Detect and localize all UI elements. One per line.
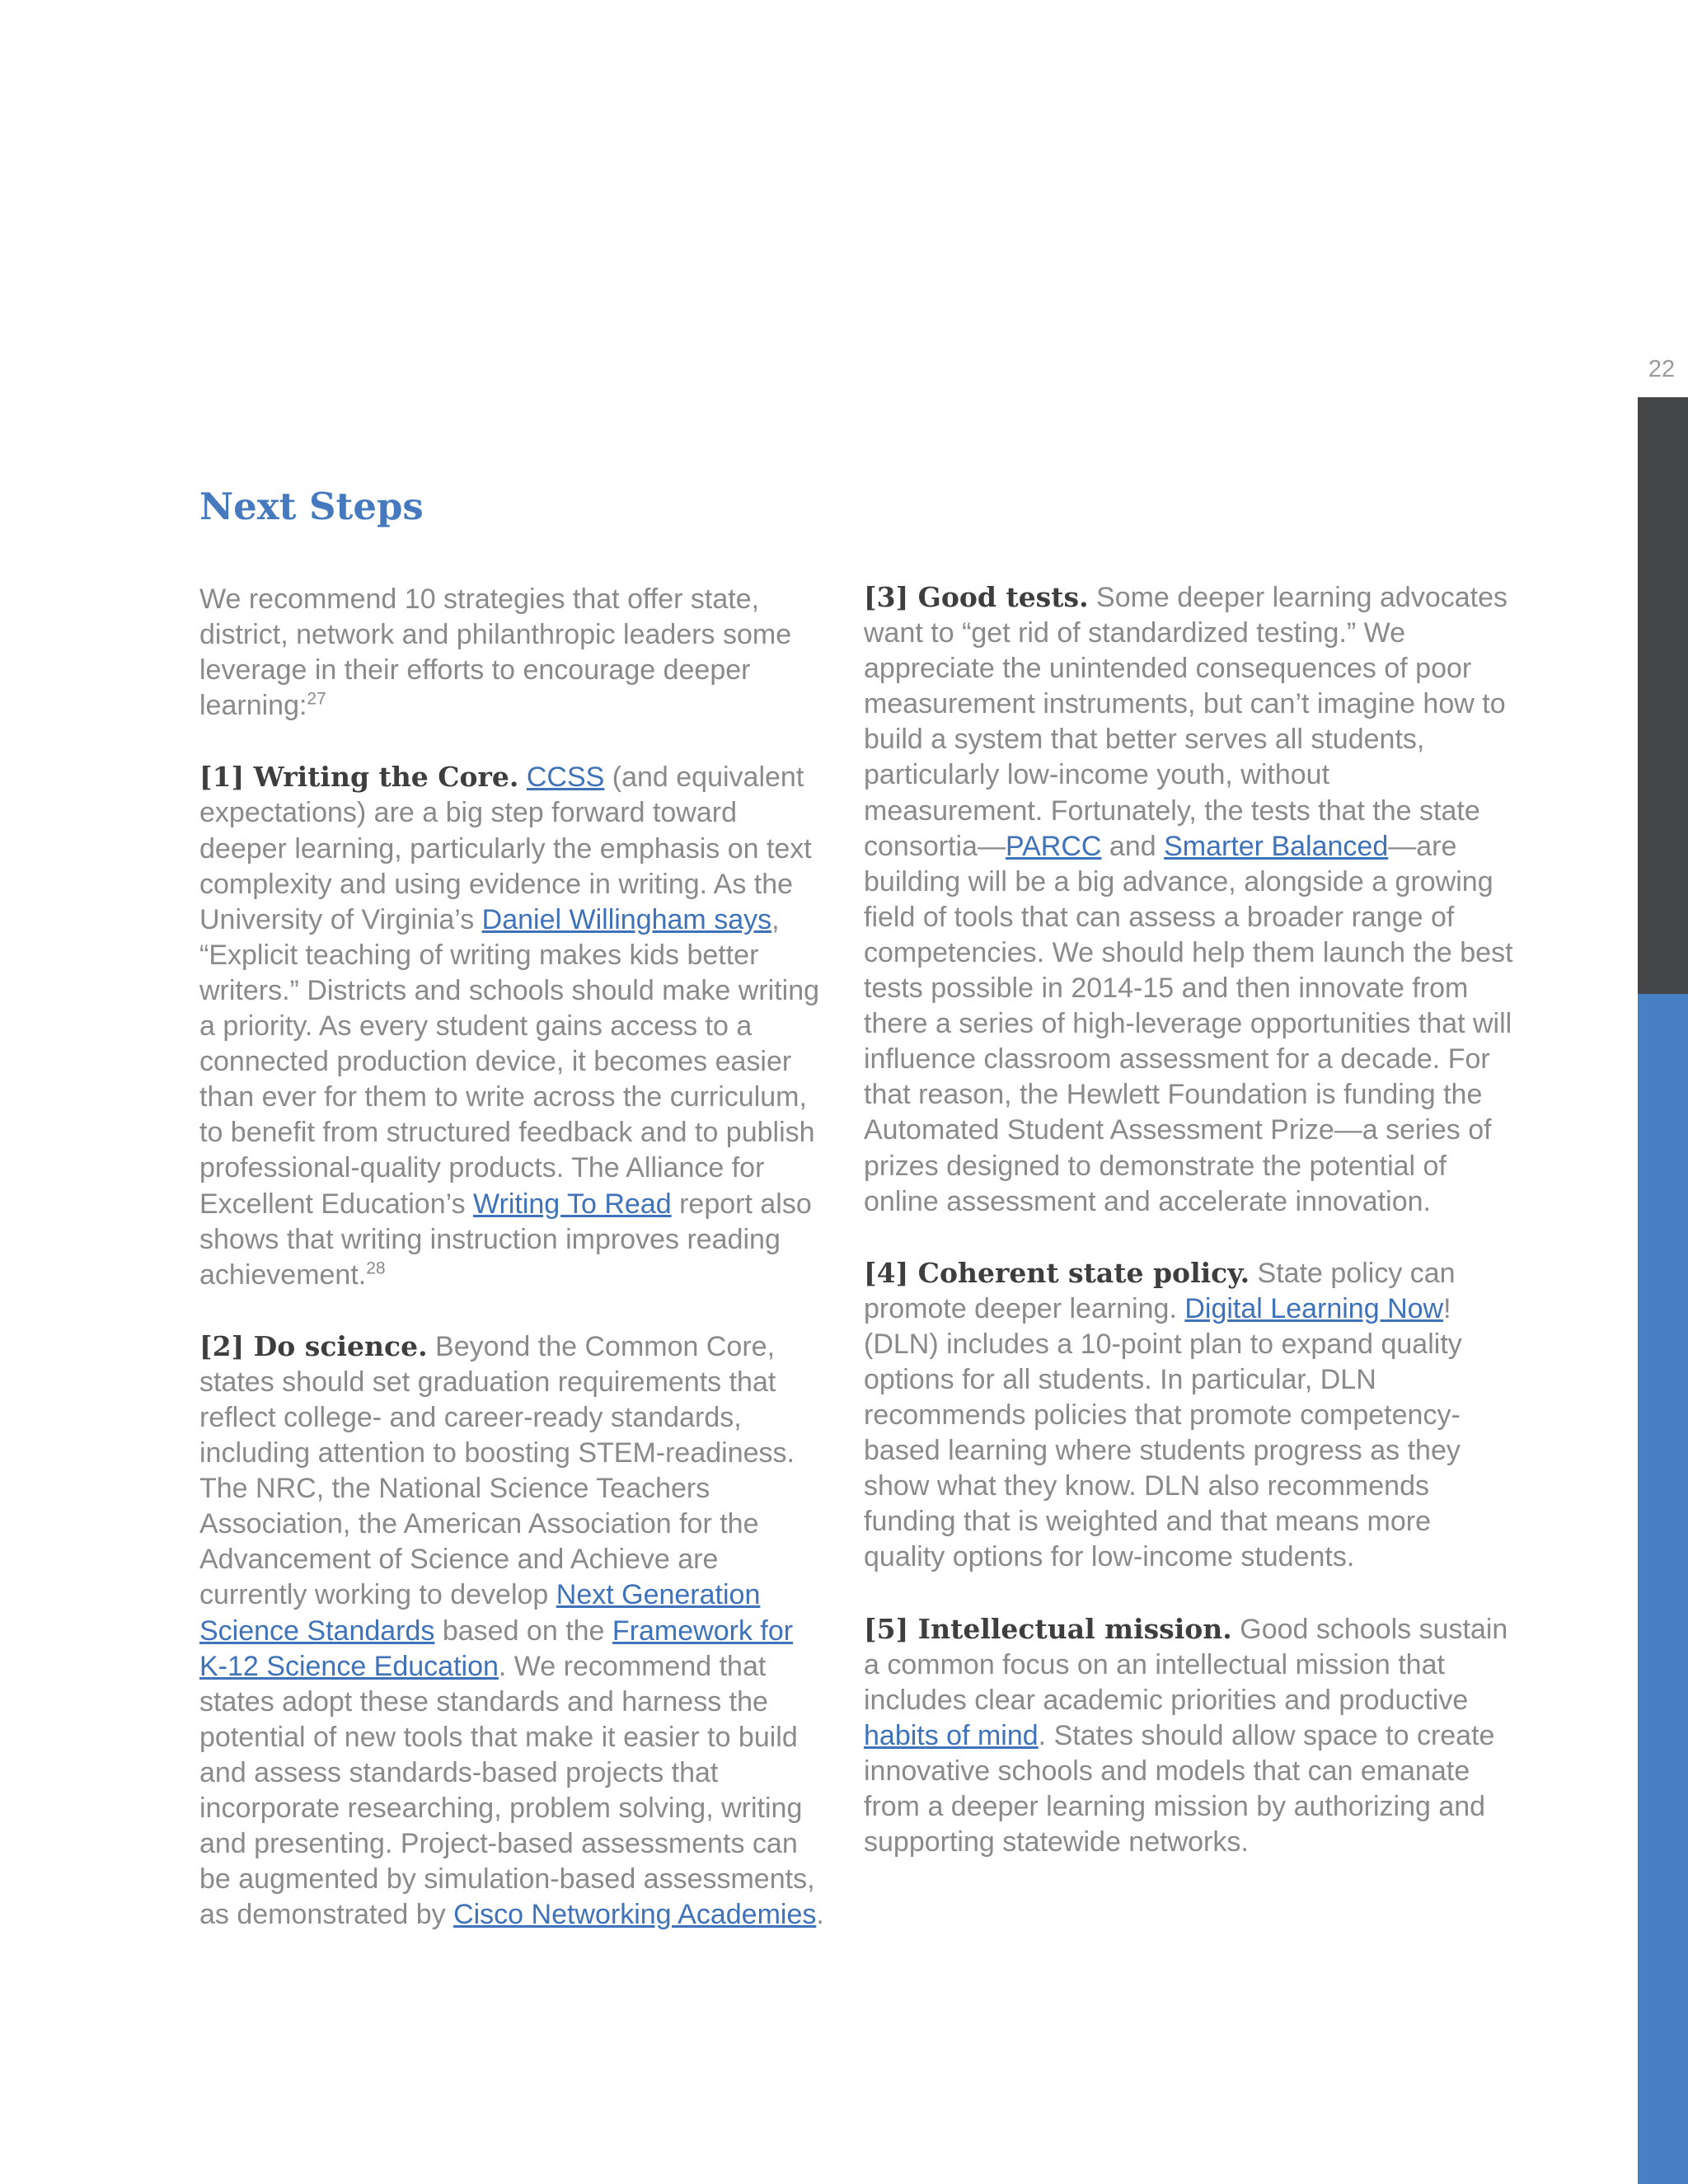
daniel-willingham-link[interactable]: Daniel Willingham says [481, 903, 772, 935]
sidebar-accent-blue [1638, 994, 1688, 2184]
right-column [864, 579, 1515, 1896]
page-number: 22 [1648, 356, 1676, 382]
strategy-5-text-a: Good schools sustain a common focus on an intellectual mission that includes clear academic priorities and productive [864, 1613, 1508, 1716]
smarter-balanced-link[interactable]: Smarter Balanced [1164, 830, 1389, 862]
strategy-5-text-b: . States should allow space to create innovative schools and models that can emanate from a deeper learning mission by authorizing and supporting statewide networks. [864, 1719, 1495, 1858]
parcc-link[interactable]: PARCC [1005, 830, 1102, 862]
framework-k12-science-link[interactable]: Framework for K-12 Science Education [199, 1615, 794, 1682]
cisco-networking-academies-link[interactable]: Cisco Networking Academies [453, 1899, 817, 1931]
writing-to-read-link[interactable]: Writing To Read [473, 1188, 672, 1220]
intro-text: We recommend 10 strategies that offer state, district, network and philanthropic leaders some leverage in their efforts to encourage deeper learning: [199, 583, 792, 722]
strategy-1-heading: [1] Writing the Core. [199, 761, 519, 794]
strategy-3-paragraph [864, 579, 1515, 1220]
footnote-28[interactable]: 28 [366, 1258, 386, 1278]
strategy-3-text-a: Some deeper learning advocates want to “get rid of standardized testing.” We appreciate the unintended consequences of poor measurement instruments, but can’t imagine how to build a system that better serves all students, particularly low-income youth, without measurement. Fortunately, the tests that the state consortia— [864, 582, 1508, 862]
strategy-2-text-d: . [816, 1899, 824, 1931]
strategy-4-heading: [4] Coherent state policy. [864, 1256, 1250, 1289]
strategy-2-paragraph [199, 1329, 826, 1933]
strategy-4-paragraph [864, 1255, 1515, 1576]
left-column [199, 582, 826, 1968]
next-generation-science-standards-link[interactable]: Next Generation Science Standards [199, 1579, 761, 1647]
strategy-1-paragraph [199, 759, 826, 1292]
strategy-3-text-b: and [1101, 830, 1165, 862]
strategy-3-heading: [3] Good tests. [864, 581, 1089, 613]
ccss-link[interactable]: CCSS [526, 762, 605, 794]
strategy-1-text-c: report also shows that writing instruction improves reading achievement. [199, 1188, 812, 1291]
strategy-4-text-a: State policy can promote deeper learning. [864, 1257, 1456, 1324]
strategy-3-text-c: —are building will be a big advance, alongside a growing field of tools that can assess a broader range of competencies. We should help them launch the best tests possible in 2014-15 and then innovate from there a series of high-leverage opportunities that will influence classroom assessment for a decade. For that reason, the Hewlett Foundation is funding the Automated Student Assessment Prize—a series of prizes designed to demonstrate the potential of online assessment and accelerate innovation. [864, 830, 1513, 1217]
strategy-1-text-b: , “Explicit teaching of writing makes kids better writers.” Districts and schools should make writing a priority. As every student gains access to a connected production device, it becomes easier than ever for them to write across the curriculum, to benefit from structured feedback and to publish professional-quality products. The Alliance for Excellent Education’s [199, 903, 820, 1220]
footnote-27[interactable]: 27 [307, 689, 326, 709]
page-title: Next Steps [199, 485, 424, 528]
strategy-2-text-b: based on the [434, 1615, 612, 1647]
strategy-2-text-c: . We recommend that states adopt these standards and harness the potential of new tools that make it easier to build and assess standards-based projects that incorporate researching, problem solving, writing and presenting. Project-based assessments can be augmented by simulation-based assessments, as demonstrated by [199, 1650, 815, 1931]
strategy-2-heading: [2] Do science. [199, 1329, 428, 1362]
strategy-1-text-a: (and equivalent expectations) are a big step forward toward deeper learning, particularly the emphasis on text complexity and using evidence in writing. As the University of Virginia’s [199, 762, 812, 935]
strategy-5-heading: [5] Intellectual mission. [864, 1612, 1232, 1645]
sidebar-accent-dark [1638, 397, 1688, 994]
strategy-4-text-b: ! (DLN) includes a 10-point plan to expand quality options for all students. In particular, DLN recommends policies that promote competency-based learning where students progress as they show what they know. DLN also recommends funding that is weighted and that means more quality options for low-income students. [864, 1292, 1462, 1573]
habits-of-mind-link[interactable]: habits of mind [864, 1719, 1039, 1751]
strategy-5-paragraph [864, 1611, 1515, 1861]
digital-learning-now-link[interactable]: Digital Learning Now [1184, 1292, 1444, 1324]
strategy-2-text-a: Beyond the Common Core, states should set graduation requirements that reflect college- and career-ready standards, including attention to boosting STEM-readiness. The NRC, the National Science Teachers Association, the American Association for the Advancement of Science and Achieve are currently working to develop [199, 1330, 795, 1611]
intro-paragraph [199, 582, 826, 724]
